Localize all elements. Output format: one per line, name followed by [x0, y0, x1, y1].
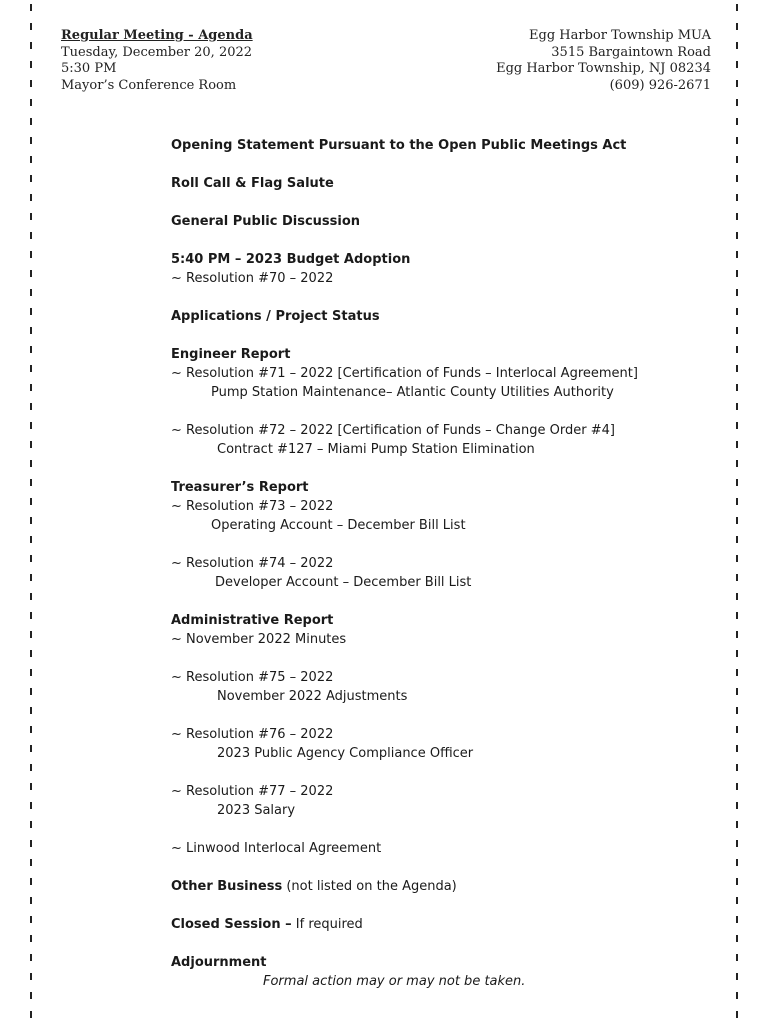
- applications-heading: Applications / Project Status: [171, 309, 380, 324]
- resolution-77-detail: 2023 Salary: [217, 803, 296, 818]
- edge-mark: [30, 669, 32, 676]
- edge-mark: [30, 23, 32, 30]
- meeting-time: 5:30 PM: [61, 61, 117, 76]
- edge-mark: [736, 289, 738, 296]
- edge-mark: [30, 707, 32, 714]
- edge-mark: [30, 574, 32, 581]
- opening-statement: Opening Statement Pursuant to the Open Public Meetings Act: [171, 138, 627, 153]
- edge-mark: [30, 878, 32, 885]
- edge-mark: [736, 992, 738, 999]
- edge-mark: [736, 327, 738, 334]
- phone-number: (609) 926-2671: [609, 77, 711, 93]
- treasurer-report-heading: Treasurer’s Report: [171, 480, 309, 495]
- agenda-title: Regular Meeting - Agenda: [61, 28, 253, 43]
- edge-mark: [736, 1011, 738, 1018]
- edge-mark: [736, 669, 738, 676]
- budget-heading: 5:40 PM – 2023 Budget Adoption: [171, 252, 411, 267]
- resolution-74: ~ Resolution #74 – 2022: [171, 556, 334, 571]
- edge-mark: [736, 859, 738, 866]
- edge-mark: [30, 859, 32, 866]
- edge-mark: [736, 213, 738, 220]
- resolution-72-detail: Contract #127 – Miami Pump Station Elimination: [217, 442, 535, 457]
- edge-mark: [30, 213, 32, 220]
- edge-mark: [736, 422, 738, 429]
- november-minutes: ~ November 2022 Minutes: [171, 632, 347, 647]
- edge-mark: [30, 308, 32, 315]
- edge-mark: [30, 137, 32, 144]
- edge-mark: [736, 574, 738, 581]
- edge-mark: [30, 346, 32, 353]
- formal-action-note: Formal action may or may not be taken.: [263, 974, 526, 989]
- edge-mark: [30, 441, 32, 448]
- edge-mark: [30, 973, 32, 980]
- edge-mark: [736, 650, 738, 657]
- edge-mark: [30, 4, 32, 11]
- other-business: [171, 877, 691, 896]
- closed-session: [171, 915, 691, 934]
- edge-mark: [736, 517, 738, 524]
- resolution-71: ~ Resolution #71 – 2022 [Certification of Funds – Interlocal Agreement]: [171, 366, 638, 381]
- linwood-agreement: ~ Linwood Interlocal Agreement: [171, 841, 382, 856]
- address-line-1: 3515 Bargaintown Road: [551, 44, 711, 60]
- edge-mark: [736, 916, 738, 923]
- meeting-info-block: [61, 28, 253, 94]
- edge-mark: [736, 536, 738, 543]
- edge-mark: [30, 118, 32, 125]
- resolution-71-detail: Pump Station Maintenance– Atlantic County Utilities Authority: [211, 385, 614, 400]
- roll-call: Roll Call & Flag Salute: [171, 176, 334, 191]
- edge-mark: [736, 80, 738, 87]
- public-discussion: General Public Discussion: [171, 214, 361, 229]
- edge-mark: [736, 935, 738, 942]
- edge-mark: [30, 650, 32, 657]
- meeting-location: Mayor’s Conference Room: [61, 77, 237, 93]
- edge-mark: [736, 688, 738, 695]
- meeting-date: Tuesday, December 20, 2022: [61, 44, 253, 60]
- edge-mark: [736, 973, 738, 980]
- edge-mark: [736, 118, 738, 125]
- edge-mark: [736, 42, 738, 49]
- closed-session-note: If required: [291, 917, 363, 932]
- edge-mark: [736, 726, 738, 733]
- adjournment: Adjournment: [171, 955, 267, 970]
- edge-mark: [736, 346, 738, 353]
- edge-mark: [736, 194, 738, 201]
- edge-mark: [736, 878, 738, 885]
- edge-mark: [30, 612, 32, 619]
- edge-mark: [30, 194, 32, 201]
- edge-mark: [736, 460, 738, 467]
- edge-mark: [736, 612, 738, 619]
- edge-mark: [736, 707, 738, 714]
- right-page-edge-marks: [736, 0, 740, 1024]
- resolution-74-detail: Developer Account – December Bill List: [215, 575, 472, 590]
- resolution-77: ~ Resolution #77 – 2022: [171, 784, 334, 799]
- edge-mark: [736, 137, 738, 144]
- organization-name: Egg Harbor Township MUA: [529, 28, 711, 43]
- edge-mark: [30, 479, 32, 486]
- edge-mark: [30, 99, 32, 106]
- edge-mark: [30, 460, 32, 467]
- edge-mark: [30, 783, 32, 790]
- edge-mark: [30, 156, 32, 163]
- edge-mark: [736, 783, 738, 790]
- edge-mark: [736, 308, 738, 315]
- edge-mark: [30, 631, 32, 638]
- edge-mark: [736, 365, 738, 372]
- edge-mark: [30, 289, 32, 296]
- edge-mark: [736, 593, 738, 600]
- resolution-73: ~ Resolution #73 – 2022: [171, 499, 334, 514]
- edge-mark: [30, 61, 32, 68]
- edge-mark: [30, 384, 32, 391]
- edge-mark: [30, 555, 32, 562]
- other-business-label: Other Business: [171, 879, 283, 894]
- edge-mark: [30, 422, 32, 429]
- edge-mark: [736, 251, 738, 258]
- edge-mark: [30, 840, 32, 847]
- edge-mark: [30, 536, 32, 543]
- edge-mark: [736, 745, 738, 752]
- edge-mark: [736, 232, 738, 239]
- edge-mark: [30, 916, 32, 923]
- edge-mark: [30, 802, 32, 809]
- edge-mark: [30, 1011, 32, 1018]
- edge-mark: [736, 99, 738, 106]
- edge-mark: [30, 764, 32, 771]
- resolution-76: ~ Resolution #76 – 2022: [171, 727, 334, 742]
- administrative-report-heading: Administrative Report: [171, 613, 334, 628]
- edge-mark: [30, 954, 32, 961]
- edge-mark: [736, 270, 738, 277]
- agenda-body: [171, 136, 691, 991]
- edge-mark: [30, 327, 32, 334]
- edge-mark: [736, 802, 738, 809]
- edge-mark: [30, 365, 32, 372]
- edge-mark: [736, 631, 738, 638]
- edge-mark: [736, 555, 738, 562]
- organization-address-block: [496, 28, 711, 94]
- edge-mark: [736, 156, 738, 163]
- edge-mark: [736, 403, 738, 410]
- edge-mark: [736, 175, 738, 182]
- closed-session-label: Closed Session –: [171, 917, 292, 932]
- edge-mark: [736, 479, 738, 486]
- address-line-2: Egg Harbor Township, NJ 08234: [496, 61, 711, 76]
- edge-mark: [30, 517, 32, 524]
- resolution-72: ~ Resolution #72 – 2022 [Certification of Funds – Change Order #4]: [171, 423, 615, 438]
- edge-mark: [30, 498, 32, 505]
- edge-mark: [736, 441, 738, 448]
- edge-mark: [736, 840, 738, 847]
- edge-mark: [30, 80, 32, 87]
- resolution-70: ~ Resolution #70 – 2022: [171, 271, 334, 286]
- engineer-report-heading: Engineer Report: [171, 347, 291, 362]
- edge-mark: [30, 992, 32, 999]
- edge-mark: [736, 498, 738, 505]
- edge-mark: [736, 821, 738, 828]
- edge-mark: [30, 270, 32, 277]
- edge-mark: [736, 897, 738, 904]
- resolution-76-detail: 2023 Public Agency Compliance Officer: [217, 746, 474, 761]
- edge-mark: [30, 897, 32, 904]
- edge-mark: [30, 232, 32, 239]
- edge-mark: [30, 935, 32, 942]
- resolution-73-detail: Operating Account – December Bill List: [211, 518, 466, 533]
- edge-mark: [30, 42, 32, 49]
- edge-mark: [30, 403, 32, 410]
- other-business-note: (not listed on the Agenda): [282, 879, 457, 894]
- edge-mark: [30, 688, 32, 695]
- resolution-75: ~ Resolution #75 – 2022: [171, 670, 334, 685]
- edge-mark: [736, 764, 738, 771]
- edge-mark: [30, 821, 32, 828]
- left-page-edge-marks: [30, 0, 34, 1024]
- edge-mark: [30, 175, 32, 182]
- edge-mark: [30, 251, 32, 258]
- edge-mark: [736, 61, 738, 68]
- edge-mark: [736, 954, 738, 961]
- edge-mark: [30, 745, 32, 752]
- edge-mark: [736, 4, 738, 11]
- edge-mark: [736, 23, 738, 30]
- resolution-75-detail: November 2022 Adjustments: [217, 689, 408, 704]
- edge-mark: [30, 726, 32, 733]
- edge-mark: [736, 384, 738, 391]
- edge-mark: [30, 593, 32, 600]
